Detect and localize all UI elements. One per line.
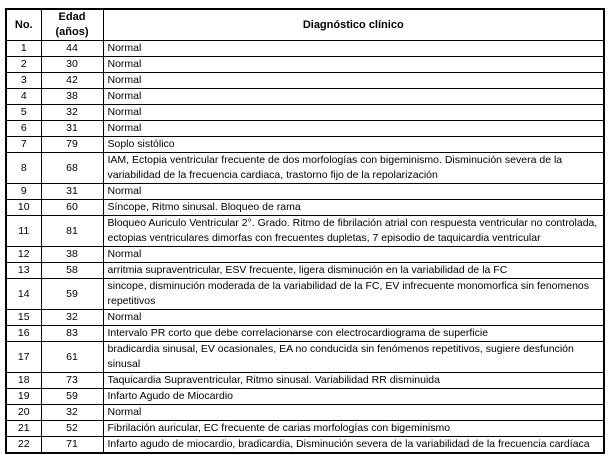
row-diagnosis: Síncope, Ritmo sinusal. Bloqueo de rama [103,200,604,216]
table-row [6,137,604,153]
row-number: 1 [6,41,41,57]
row-number: 6 [6,121,41,137]
table-body [6,41,604,454]
row-age: 61 [41,342,103,373]
row-number: 10 [6,200,41,216]
row-diagnosis: Bloqueo Auriculo Ventricular 2°. Grado. Ritmo de fibrilación atrial con respuesta ventricular no controlada, ectopias ventriculares dimorfas con frecuentes dupletas, 7 episodio de taquicardia ventricular [103,216,604,247]
table-row [6,373,604,389]
row-number: 5 [6,105,41,121]
row-age: 38 [41,247,103,263]
row-diagnosis: Normal [103,247,604,263]
row-diagnosis: Normal [103,57,604,73]
row-number: 14 [6,279,41,310]
table-row [6,405,604,421]
row-number: 18 [6,373,41,389]
table-row [6,342,604,373]
table-row [6,153,604,184]
row-diagnosis: Normal [103,41,604,57]
row-age: 32 [41,310,103,326]
row-diagnosis: Taquicardia Supraventricular, Ritmo sinusal. Variabilidad RR disminuida [103,373,604,389]
header-diagnostico: Diagnóstico clínico [103,9,604,41]
table-row [6,437,604,454]
row-number: 21 [6,421,41,437]
table-row [6,279,604,310]
row-age: 31 [41,121,103,137]
row-number: 22 [6,437,41,454]
row-diagnosis: Normal [103,405,604,421]
row-number: 17 [6,342,41,373]
row-number: 19 [6,389,41,405]
row-diagnosis: arritmia supraventricular, ESV frecuente, ligera disminución en la variabilidad de la FC [103,263,604,279]
row-diagnosis: Infarto agudo de miocardio, bradicardia, Disminución severa de la variabilidad de la frecuencia cardíaca [103,437,604,454]
row-diagnosis: IAM, Ectopia ventricular frecuente de dos morfologías con bigeminismo. Disminución severa de la variabilidad de la frecuencia cardiaca, trastorno fijo de la repolarización [103,153,604,184]
clinical-diagnosis-table [5,8,605,454]
header-no: No. [6,9,41,41]
table-row [6,105,604,121]
table-row [6,389,604,405]
row-diagnosis: Normal [103,184,604,200]
row-age: 71 [41,437,103,454]
row-age: 32 [41,105,103,121]
row-age: 58 [41,263,103,279]
row-age: 44 [41,41,103,57]
row-diagnosis: Normal [103,121,604,137]
row-diagnosis: Intervalo PR corto que debe correlacionarse con electrocardiograma de superficie [103,326,604,342]
row-age: 52 [41,421,103,437]
table-row [6,89,604,105]
row-number: 15 [6,310,41,326]
row-diagnosis: Normal [103,310,604,326]
row-number: 11 [6,216,41,247]
row-number: 3 [6,73,41,89]
table-row [6,310,604,326]
row-diagnosis: sincope, disminución moderada de la variabilidad de la FC, EV infrecuente monomorfica sin fenomenos repetitivos [103,279,604,310]
row-diagnosis: Soplo sistólico [103,137,604,153]
row-age: 73 [41,373,103,389]
header-edad: Edad (años) [41,9,103,41]
row-diagnosis: Fibrilación auricular, EC frecuente de carias morfologías con bigeminismo [103,421,604,437]
row-number: 9 [6,184,41,200]
row-number: 20 [6,405,41,421]
row-number: 2 [6,57,41,73]
table-row [6,200,604,216]
table-row [6,326,604,342]
row-age: 38 [41,89,103,105]
table-row [6,57,604,73]
row-diagnosis: Normal [103,73,604,89]
table-row [6,216,604,247]
row-number: 8 [6,153,41,184]
header-row [6,9,604,41]
row-number: 12 [6,247,41,263]
row-number: 13 [6,263,41,279]
row-age: 42 [41,73,103,89]
row-number: 7 [6,137,41,153]
table-row [6,121,604,137]
row-number: 16 [6,326,41,342]
row-age: 60 [41,200,103,216]
row-number: 4 [6,89,41,105]
row-age: 32 [41,405,103,421]
row-diagnosis: Normal [103,89,604,105]
table-row [6,263,604,279]
table-row [6,184,604,200]
row-age: 83 [41,326,103,342]
table-row [6,421,604,437]
row-diagnosis: Infarto Agudo de Miocardio [103,389,604,405]
row-age: 79 [41,137,103,153]
table-row [6,73,604,89]
row-age: 68 [41,153,103,184]
row-diagnosis: bradicardia sinusal, EV ocasionales, EA no conducida sin fenómenos repetitivos, sugiere desfunción sinusal [103,342,604,373]
row-age: 59 [41,279,103,310]
row-age: 30 [41,57,103,73]
row-age: 81 [41,216,103,247]
row-age: 31 [41,184,103,200]
row-diagnosis: Normal [103,105,604,121]
table-row [6,41,604,57]
row-age: 59 [41,389,103,405]
table-row [6,247,604,263]
